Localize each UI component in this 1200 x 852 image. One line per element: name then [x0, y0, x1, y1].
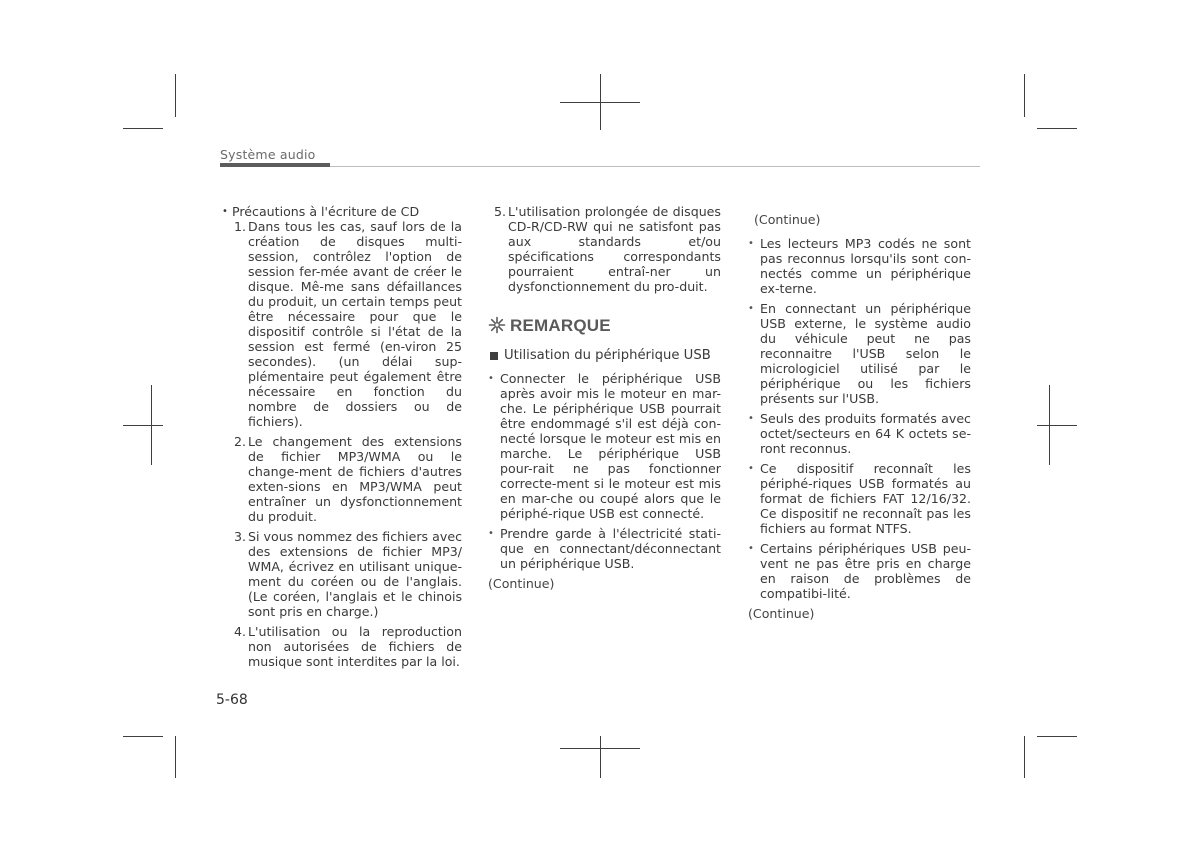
remarque-label: REMARQUE — [510, 315, 611, 335]
continue-label-top: (Continue) — [754, 212, 821, 227]
header-rule — [330, 166, 980, 167]
numbered-item-1: 1. Dans tous les cas, sauf lors de la création de disques multi-session, contrôlez l'option de session fer-mée avant de créer le disque. Mê-me sans défaillances du produit, un certain temps peut être nécessaire pour que le dispositif contrôle si l'état de la session est fermé (en-viron 25 secondes). (un délai sup-plémentaire peut également être nécessaire en fonction du nombre de dossiers ou de fichiers). — [234, 219, 462, 429]
bullet-dot: • — [222, 206, 228, 217]
list-item: • Prendre garde à l'électricité stati-que en connectant/déconnectant un périphérique USB. — [488, 526, 721, 571]
asterisk-star-icon — [488, 316, 506, 334]
column-2 — [488, 204, 721, 591]
section-title: Système audio — [220, 147, 316, 162]
remarque-heading — [488, 316, 721, 334]
cd-precautions-heading: Précautions à l'écriture de CD — [232, 204, 420, 219]
continue-label: (Continue) — [488, 576, 555, 591]
usb-subheading-text: Utilisation du périphérique USB — [504, 348, 711, 363]
numbered-item-4: 4. L'utilisation ou la reproduction non autorisées de fichiers de musique sont interdites par la loi. — [234, 624, 462, 669]
list-item: • Ce dispositif reconnaît les périphé-riques USB formatés au format de fichiers FAT 12/16/32. Ce dispositif ne reconnaît pas les fichiers au format NTFS. — [748, 461, 971, 536]
numbered-item-3: 3. Si vous nommez des fichiers avec des extensions de fichier MP3/ WMA, écrivez en utilisant unique-ment du coréen ou de l'anglais. (Le coréen, l'anglais et le chinois sont pris en charge.) — [234, 529, 462, 619]
usb-subheading — [490, 348, 721, 363]
header-bar — [220, 163, 330, 167]
continue-label-bottom: (Continue) — [748, 606, 815, 621]
numbered-item-2: 2. Le changement des extensions de fichier MP3/WMA ou le change-ment de fichiers d'autres exten-sions en MP3/WMA peut entraîner un dysfonctionnement du produit. — [234, 434, 462, 524]
list-item: • Les lecteurs MP3 codés ne sont pas reconnus lorsqu'ils sont con-nectés comme un périphérique ex-terne. — [748, 236, 971, 296]
list-item: • Certains périphériques USB peu-vent ne pas être pris en charge en raison de problèmes de compatibi-lité. — [748, 541, 971, 601]
page-number: 5-68 — [216, 692, 248, 708]
numbered-item-5: 5. L'utilisation prolongée de disques CD-R/CD-RW qui ne satisfont pas aux standards et/ou spécifications correspondants pourraient entraî-ner un dysfonctionnement du pro-duit. — [494, 204, 721, 294]
list-item: • En connectant un périphérique USB externe, le système audio du véhicule peut ne pas reconnaitre l'USB selon le micrologiciel utilisé par le périphérique ou les fichiers présents sur l'USB. — [748, 301, 971, 406]
column-1 — [222, 204, 462, 674]
column-3 — [748, 212, 971, 621]
list-item: • Seuls des produits formatés avec octet/secteurs en 64 K octets se-ront reconnus. — [748, 411, 971, 456]
list-item: • Connecter le périphérique USB après avoir mis le moteur en mar-che. Le périphérique USB pourrait être endommagé s'il est déjà con-necté lorsque le moteur est mis en marche. Le périphérique USB pour-rait ne pas fonctionner correcte-ment si le moteur est mis en mar-che ou coupé alors que le périphé-rique USB est connecté. — [488, 371, 721, 521]
bullet-heading — [222, 204, 462, 219]
square-bullet-icon — [490, 352, 498, 360]
